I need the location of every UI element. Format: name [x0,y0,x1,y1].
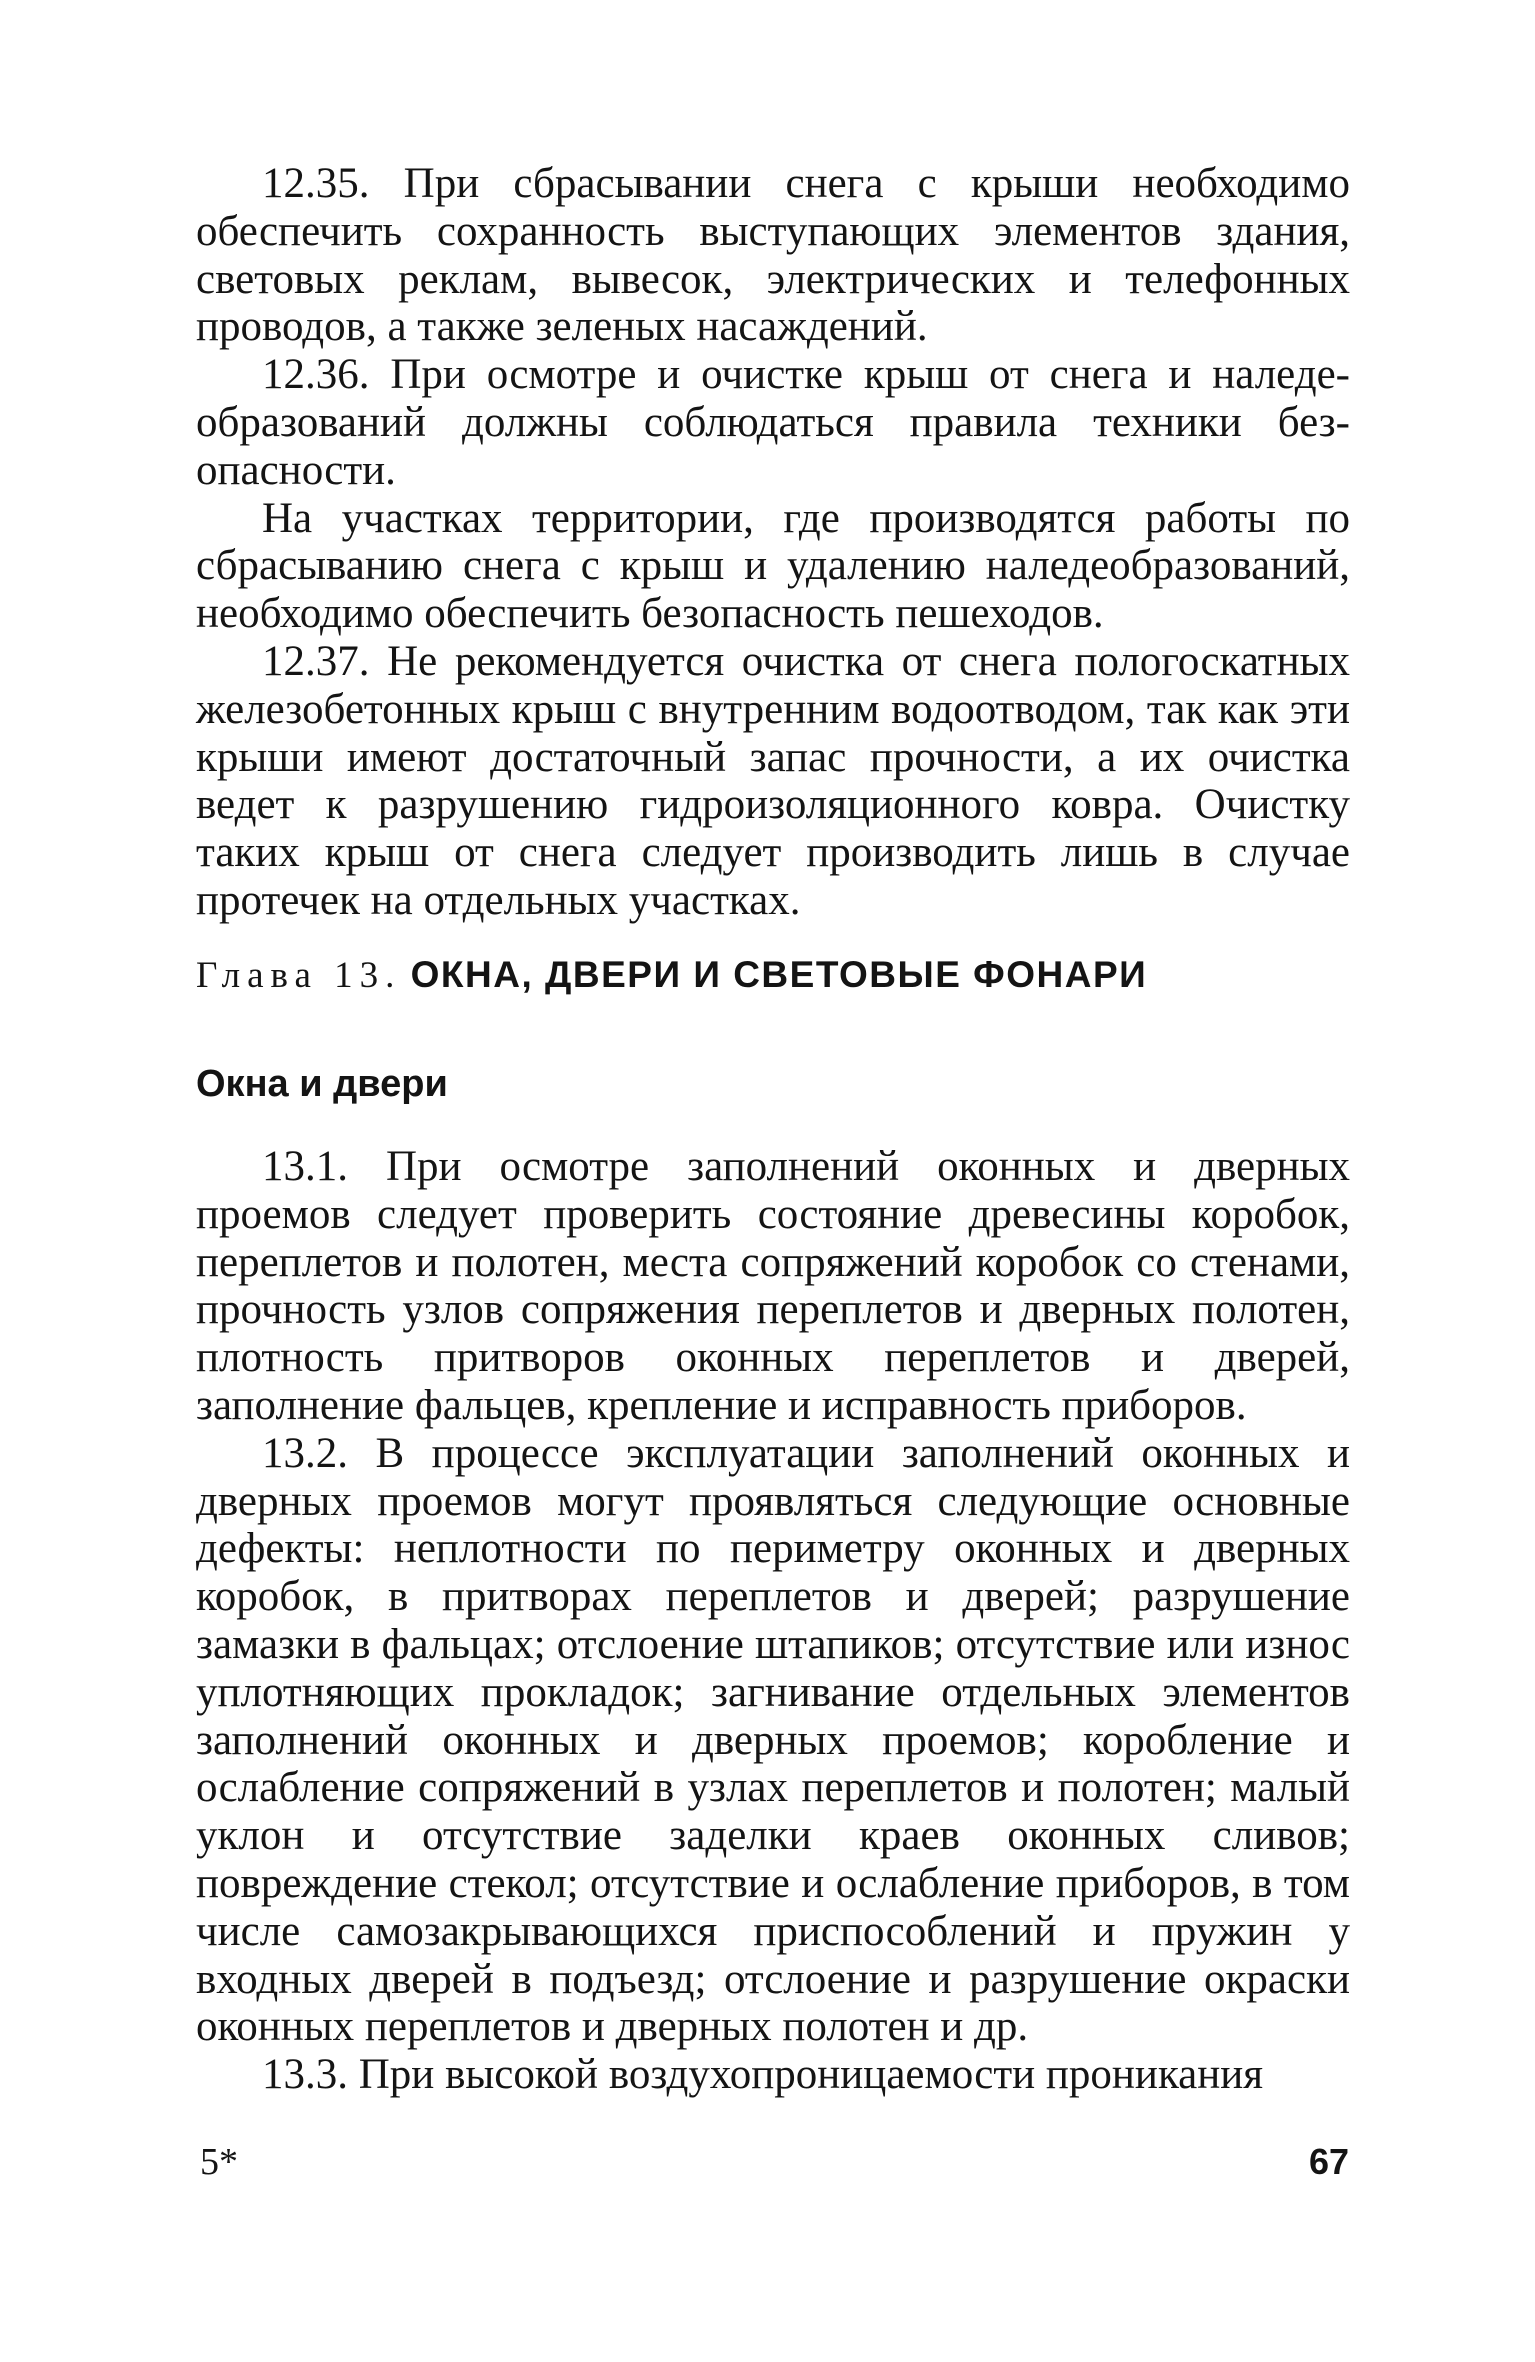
paragraph-13-3: 13.3. При высокой воздухопроницаемости проникания [262,2051,1264,2099]
bottom-text-block [196,1143,1350,2099]
paragraph-13-2: 13.2. В процессе эксплуатации заполнений оконных и дверных проемов могут проявляться следующие основные дефекты: неплотности по периметру оконных и дверных коробок, в притворах переплетов и дверей; разрушение замазки в фальцах; отслоение штапиков; отсутствие или износ уплотняющих прокладок; загнивание отдельных элементов заполнений оконных и дверных проемов; коробление и ослабление сопряжений в узлах переплетов и полотен; малый уклон и отсутствие заделки краев оконных сливов; повреждение стекол; отсутствие и ослабление приборов, в том числе самозакрывающихся приспособлений и пружин у входных дверей в подъезд; отслоение и разрушение окраски оконных переплетов и дверных полотен и др. [196,1429,1350,2051]
paragraph-pedestrian-safety: На участках территории, где производятся работы по сбрасыванию снега с крыш и удалению наледеобразований, необходимо обеспечить безопасность пешеходов. [196,494,1350,638]
signature-mark: 5* [200,2141,238,2183]
chapter-heading [196,951,1350,1000]
paragraph-12-36: 12.36. При осмотре и очистке крыш от снега и наледеобразований должны соблюдаться правила техники безопасности. [196,351,1350,494]
page-number: 67 [1308,2141,1349,2182]
chapter-title: ОКНА, ДВЕРИ И СВЕТОВЫЕ ФОНАРИ [410,954,1148,995]
paragraph-13-1: 13.1. При осмотре заполнений оконных и дверных проемов следует проверить состояние древесины коробок, переплетов и полотен, места сопряжений коробок со стенами, прочность узлов сопряжения переплетов и дверных полотен, плотность притворов оконных переплетов и дверей, заполнение фальцев, крепление и исправность приборов. [196,1143,1350,1429]
chapter-lead: Глава 13. [196,955,402,996]
paragraph-12-37: 12.37. Не рекомендуется очистка от снега пологоскатных железобетонных крыш с внутренним водоотводом, так как эти крыши имеют достаточный запас прочности, а их очистка ведет к разрушению гидроизоляционного ковра. Очистку таких крыш от снега следует производить лишь в случае протечек на отдельных участках. [196,637,1350,924]
top-text-block [196,160,1350,925]
section-title: Окна и двери [196,1063,448,1105]
paragraph-12-35: 12.35. При сбрасывании снега с крыши необходимо обеспечить сохранность выступающих элементов здания, световых реклам, вывесок, электрических и телефонных проводов, а также зеленых насаждений. [196,160,1350,351]
